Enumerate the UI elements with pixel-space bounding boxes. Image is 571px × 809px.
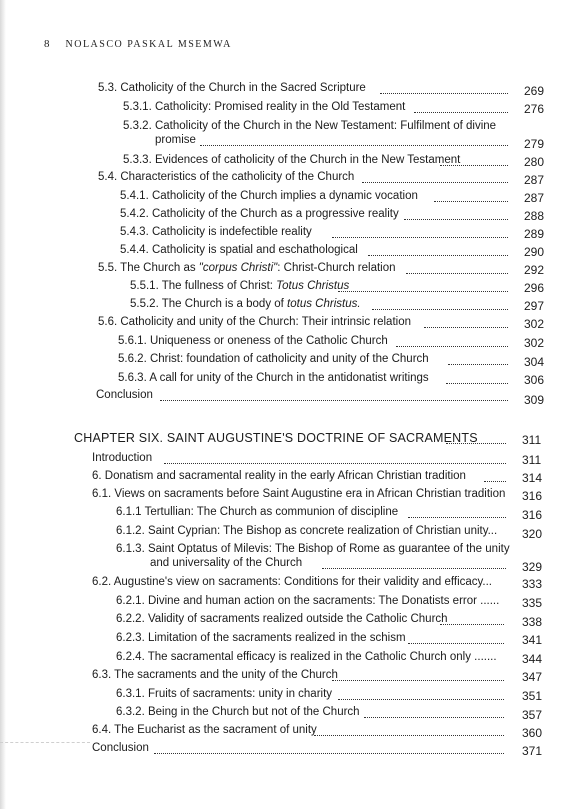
toc-page-number: 297 bbox=[524, 299, 545, 313]
toc-entry: 6.2.3. Limitation of the sacraments realized in the schism bbox=[116, 632, 406, 644]
toc-page-number: 329 bbox=[522, 560, 543, 574]
toc-page-number: 371 bbox=[522, 744, 543, 758]
toc-entry: 5.6.1. Uniqueness or oneness of the Catholic Church bbox=[118, 335, 388, 347]
toc-entry: 5.4.3. Catholicity is indefectible reality bbox=[120, 226, 312, 238]
toc-page-number: 302 bbox=[524, 336, 545, 350]
toc-page-number: 344 bbox=[522, 652, 543, 666]
toc-page-number: 341 bbox=[522, 633, 543, 647]
toc-page-number: 306 bbox=[524, 373, 545, 387]
toc-page-number: 347 bbox=[522, 670, 543, 684]
toc-entry: 6.2.1. Divine and human action on the sacraments: The Donatists error ...... bbox=[116, 595, 500, 607]
toc-page-number: 360 bbox=[522, 726, 543, 740]
toc-entry: 5.4.2. Catholicity of the Church as a progressive reality bbox=[120, 208, 399, 220]
toc-page-number: 276 bbox=[524, 102, 545, 116]
toc-entry: 6.2.4. The sacramental efficacy is realized in the Catholic Church only ....... bbox=[116, 651, 497, 663]
toc-page-number: 316 bbox=[522, 508, 543, 522]
toc-entry-continuation: promise bbox=[155, 134, 196, 146]
toc-page-number: 309 bbox=[524, 393, 545, 407]
toc-entry: 5.6.3. A call for unity of the Church in the antidonatist writings bbox=[118, 372, 429, 384]
toc-entry: 6.1.3. Saint Optatus of Milevis: The Bishop of Rome as guarantee of the unity bbox=[116, 543, 510, 555]
toc-entry: 6.3. The sacraments and the unity of the Church bbox=[92, 669, 338, 681]
toc-entry: 6.3.2. Being in the Church but not of the Church bbox=[116, 706, 360, 718]
toc-page-number: 288 bbox=[524, 209, 545, 223]
page-edge-shadow bbox=[0, 0, 6, 809]
toc-entry: 5.6.2. Christ: foundation of catholicity and unity of the Church bbox=[118, 353, 429, 365]
toc-page-number: 351 bbox=[522, 689, 543, 703]
toc-page-number: 314 bbox=[522, 471, 543, 485]
toc-entry: Conclusion bbox=[92, 742, 149, 754]
toc-page-number: 304 bbox=[524, 355, 545, 369]
toc-page-number: 279 bbox=[524, 137, 545, 151]
toc-entry: 5.6. Catholicity and unity of the Church: Their intrinsic relation bbox=[98, 316, 411, 328]
toc-entry-continuation: and universality of the Church bbox=[150, 557, 303, 569]
toc-entry: 5.3.1. Catholicity: Promised reality in the Old Testament bbox=[123, 101, 406, 113]
running-header bbox=[44, 38, 232, 50]
toc-page-number: 280 bbox=[524, 155, 545, 169]
toc-page-number: 335 bbox=[522, 596, 543, 610]
toc-page-number: 287 bbox=[524, 191, 545, 205]
toc-entry: 5.5. The Church as "corpus Christi": Christ-Church relation bbox=[98, 262, 396, 274]
toc-page-number: 357 bbox=[522, 708, 543, 722]
toc-entry: 6.3.1. Fruits of sacraments: unity in charity bbox=[116, 688, 333, 700]
toc-entry: 5.5.1. The fullness of Christ: Totus Christus bbox=[130, 280, 350, 292]
toc-entry: Introduction bbox=[92, 452, 153, 464]
toc-entry: Conclusion bbox=[96, 389, 153, 401]
toc-entry: 5.3.2. Catholicity of the Church in the New Testament: Fulfilment of divine bbox=[123, 120, 497, 132]
toc-entry: 6.1.2. Saint Cyprian: The Bishop as concrete realization of Christian unity... bbox=[116, 525, 498, 537]
toc-page-number: 320 bbox=[522, 527, 543, 541]
toc-page-number: 289 bbox=[524, 227, 545, 241]
toc-page-number: 290 bbox=[524, 245, 545, 259]
toc-entry: 6.2. Augustine's view on sacraments: Conditions for their validity and efficacy... bbox=[92, 576, 493, 588]
toc-chapter-heading: CHAPTER SIX. SAINT AUGUSTINE'S DOCTRINE OF SACRAMENTS bbox=[74, 431, 478, 445]
toc-page-number: 296 bbox=[524, 281, 545, 295]
toc-page-number: 269 bbox=[524, 84, 545, 98]
header-running-title: NOLASCO PASKAL MSEMWA bbox=[65, 39, 232, 50]
toc-entry: 6.4. The Eucharist as the sacrament of unity bbox=[92, 724, 317, 736]
toc-page-number: 311 bbox=[522, 433, 542, 447]
toc-entry: 6.2.2. Validity of sacraments realized outside the Catholic Church bbox=[116, 613, 448, 625]
toc-entry: 5.4. Characteristics of the catholicity of the Church bbox=[98, 171, 355, 183]
toc-page-number: 338 bbox=[522, 615, 543, 629]
scan-artifact-line bbox=[0, 742, 90, 743]
toc-page-number: 292 bbox=[524, 263, 545, 277]
toc-entry: 5.4.1. Catholicity of the Church implies a dynamic vocation bbox=[120, 190, 418, 202]
toc-page-number: 302 bbox=[524, 317, 545, 331]
header-page-number: 8 bbox=[44, 38, 50, 50]
toc-entry: 6.1.1 Tertullian: The Church as communion of discipline bbox=[116, 506, 399, 518]
toc-entry: 5.3.3. Evidences of catholicity of the Church in the New Testament bbox=[123, 154, 461, 166]
toc-page-number: 333 bbox=[522, 577, 543, 591]
toc-entry: 5.3. Catholicity of the Church in the Sacred Scripture bbox=[98, 82, 366, 94]
toc-page-number: 287 bbox=[524, 173, 545, 187]
toc-entry: 6.1. Views on sacraments before Saint Augustine era in African Christian tradition bbox=[92, 488, 506, 500]
toc-entry: 5.4.4. Catholicity is spatial and eschathological bbox=[120, 244, 358, 256]
toc-page-number: 311 bbox=[522, 453, 542, 467]
toc-page-number: 316 bbox=[522, 489, 543, 503]
toc-entry: 5.5.2. The Church is a body of totus Christus. bbox=[130, 298, 361, 310]
toc-entry: 6. Donatism and sacramental reality in the early African Christian tradition bbox=[92, 470, 466, 482]
